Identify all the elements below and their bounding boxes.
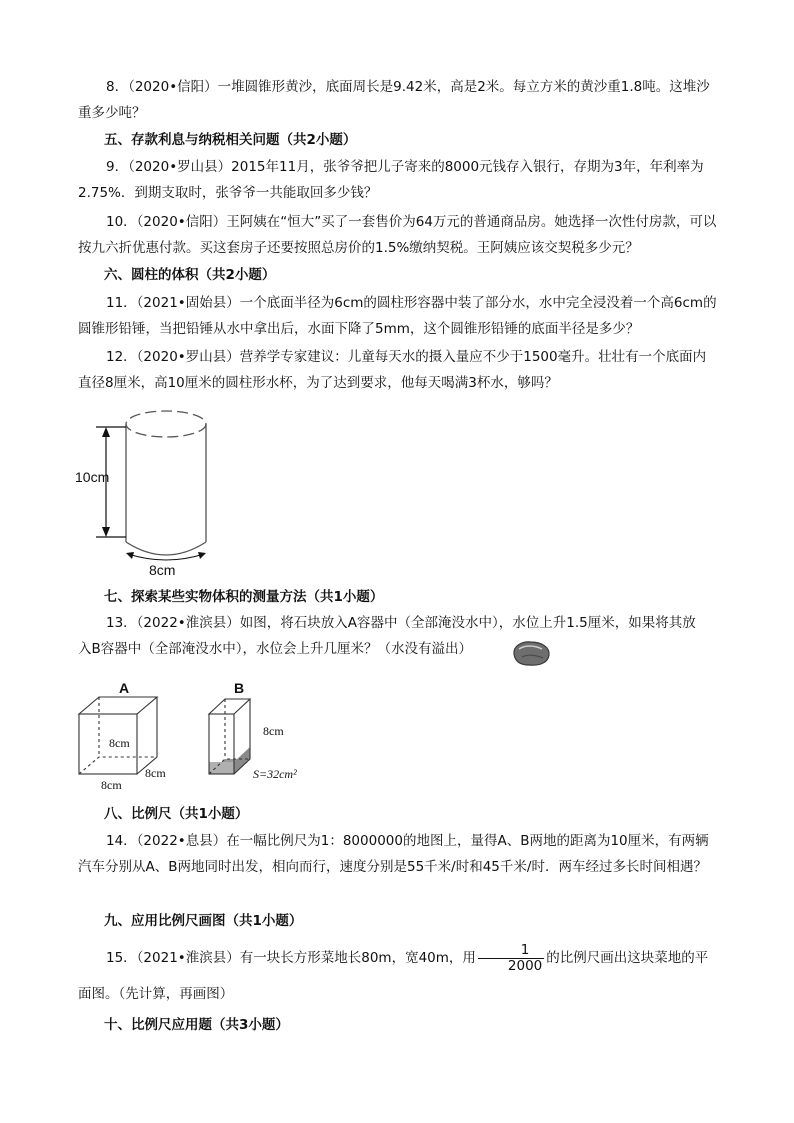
container-b-label: B	[234, 680, 245, 696]
question-13: 13．（2022•淮滨县）如图，将石块放入A容器中（全部淹没水中），水位上升1.5厘米，如果将其放入B容器中（全部淹没水中），水位会上升几厘米？（水没有溢出）	[78, 615, 696, 657]
container-a-height-label: 8cm	[109, 736, 130, 750]
cylinder-bottom-arc	[126, 542, 206, 555]
section-heading-10: 十、比例尺应用题（共3小题）	[104, 1017, 289, 1033]
question-11: 11．（2021•固始县）一个底面半径为6cm的圆柱形容器中装了部分水，水中完全浸没着一个高6cm的圆锥形铅锤，当把铅锤从水中拿出后，水面下降了5mm，这个圆锥形铅锤的底面半径是多少？	[78, 295, 717, 337]
cylinder-top-ellipse	[126, 411, 206, 437]
containers-figure	[75, 677, 315, 797]
container-b-area-label: S=32cm²	[253, 767, 297, 781]
section-heading-8: 八、比例尺（共1小题）	[104, 806, 249, 822]
container-a-depth-label: 8cm	[145, 766, 166, 780]
section-heading-9: 九、应用比例尺画图（共1小题）	[104, 913, 303, 929]
question-12: 12．（2020•罗山县）营养学专家建议：儿童每天水的摄入量应不少于1500毫升。壮壮有一个底面内直径8厘米，高10厘米的圆柱形水杯，为了达到要求，他每天喝满3杯水，够吗？	[78, 349, 707, 391]
question-8: 8．（2020•信阳）一堆圆锥形黄沙，底面周长是9.42米，高是2米。每立方米的黄沙重1.8吨。这堆沙重多少吨？	[78, 79, 710, 121]
question-14: 14．（2022•息县）在一幅比例尺为1：8000000的地图上，量得A、B两地的距离为10厘米，有两辆汽车分别从A、B两地同时出发，相向而行，速度分别是55千米/时和45千米/时．两车经过多长时间相遇？	[78, 833, 709, 875]
question-15-text-before: 15．（2021•淮滨县）有一块长方形菜地长80m，宽40m，用	[106, 950, 476, 966]
section-heading-5: 五、存款利息与纳税相关问题（共2小题）	[104, 132, 357, 148]
diameter-arrow-right	[198, 552, 206, 559]
stone-icon	[510, 638, 552, 668]
container-a-width-label: 8cm	[101, 778, 122, 792]
question-15	[78, 940, 718, 1012]
question-10: 10．（2020•信阳）王阿姨在“恒大”买了一套售价为64万元的普通商品房。她选择一次性付房款，可以按九六折优惠付款。买这套房子还要按照总房价的1.5%缴纳契税。王阿姨应该交契税多少元？	[78, 214, 717, 256]
scale-fraction-denominator: 2000	[507, 957, 543, 974]
container-a-label: A	[119, 680, 130, 696]
container-b-height-label: 8cm	[263, 724, 284, 738]
question-15-text-after: 的比例尺画出这块菜地的平面图。（先计算，再画图）	[78, 950, 709, 1002]
height-arrow-up	[102, 427, 110, 437]
cylinder-height-label: 10cm	[75, 469, 110, 485]
cylinder-diameter-label: 8cm	[149, 562, 176, 578]
section-heading-7: 七、探索某些实物体积的测量方法（共1小题）	[104, 589, 384, 605]
scale-fraction	[478, 943, 544, 974]
section-heading-6: 六、圆柱的体积（共2小题）	[104, 267, 276, 283]
height-arrow-down	[102, 527, 110, 537]
diameter-arrow-left	[126, 552, 134, 559]
scale-fraction-numerator: 1	[478, 943, 544, 959]
question-9: 9．（2020•罗山县）2015年11月，张爷爷把儿子寄来的8000元钱存入银行，存期为3年，年利率为2.75%．到期支取时，张爷爷一共能取回多少钱？	[78, 159, 704, 201]
cylinder-figure	[70, 402, 220, 578]
container-b-box	[209, 699, 250, 774]
